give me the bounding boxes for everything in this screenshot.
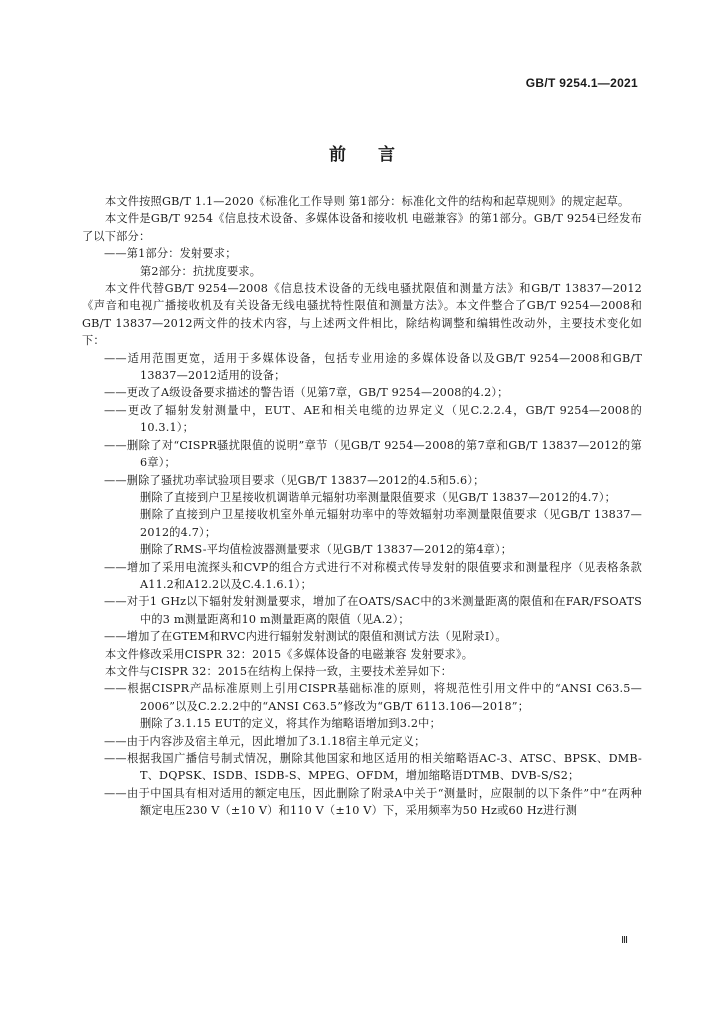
list-item: ——增加了采用电流探头和CVP的组合方式进行不对称模式传导发射的限值要求和测量程序（见表格条款A11.2和A12.2以及C.4.1.6.1）； xyxy=(104,560,642,591)
paragraph: 本文件修改采用CISPR 32：2015《多媒体设备的电磁兼容 发射要求》。 xyxy=(105,647,474,661)
document-body xyxy=(82,193,642,820)
paragraph: 本文件代替GB/T 9254—2008《信息技术设备的无线电骚扰限值和测量方法》和GB/T 13837—2012《声音和电视广播接收机及有关设备无线电骚扰特性限值和测量方法》。本文件整合了GB/T 9254—2008和GB/T 13837—2012两文件的技术内容，与上述两文件相比，除结构调整和编辑性改动外，主要技术变化如下： xyxy=(82,282,642,348)
standard-code: GB/T 9254.1—2021 xyxy=(525,76,638,90)
list-item: ——增加了在GTEM和RVC内进行辐射发射测试的限值和测试方法（见附录I）。 xyxy=(104,630,507,644)
list-item: ——删除了对“CISPR骚扰限值的说明”章节（见GB/T 9254—2008的第7章和GB/T 13837—2012的第6章）； xyxy=(104,438,642,470)
paragraph: 本文件按照GB/T 1.1—2020《标准化工作导则 第1部分：标准化文件的结构和起草规则》的规定起草。 xyxy=(105,195,630,208)
paragraph: 本文件是GB/T 9254《信息技术设备、多媒体设备和接收机 电磁兼容》的第1部分。GB/T 9254已经发布了以下部分： xyxy=(82,212,642,243)
list-item: ——更改了辐射发射测量中，EUT、AE和相关电缆的边界定义（见C.2.2.4，GB/T 9254—2008的10.3.1）； xyxy=(104,403,642,435)
list-item: ——适用范围更宽，适用于多媒体设备，包括专业用途的多媒体设备以及GB/T 9254—2008和GB/T 13837—2012适用的设备； xyxy=(104,351,642,383)
list-item: ——更改了A级设备要求描述的警告语（见第7章，GB/T 9254—2008的4.2）； xyxy=(104,386,509,400)
list-item: ——根据我国广播信号制式情况，删除其他国家和地区适用的相关缩略语AC-3、ATSC、BPSK、DMB-T、DQPSK、ISDB、ISDB-S、MPEG、OFDM，增加缩略语DTMB、DVB-S/S2； xyxy=(104,752,642,783)
list-item: 删除了直接到户卫星接收机调谐单元辐射功率测量限值要求（见GB/T 13837—2012的4.7）； xyxy=(140,490,616,504)
page-title: 前言 xyxy=(329,145,427,165)
list-item: ——根据CISPR产品标准原则上引用CISPR基础标准的原则，将规范性引用文件中的“ANSI C63.5—2006”以及C.2.2.2中的“ANSI C63.5”修改为“GB/T 6113.106—2018”； xyxy=(104,682,642,713)
list-item: 第2部分：抗扰度要求。 xyxy=(140,264,262,278)
list-item: ——由于中国具有相对适用的额定电压，因此删除了附录A中关于“测量时，应限制的以下条件”中“在两种额定电压230 V（±10 V）和110 V（±10 V）下，采用频率为50 Hz或60 Hz进行测 xyxy=(104,786,642,818)
list-item: 删除了直接到户卫星接收机室外单元辐射功率中的等效辐射功率测量限值要求（见GB/T 13837—2012的4.7）； xyxy=(140,508,642,539)
paragraph: 本文件与CISPR 32：2015在结构上保持一致，主要技术差异如下： xyxy=(105,664,453,678)
page-number: Ⅲ xyxy=(621,935,628,946)
list-item: ——删除了骚扰功率试验项目要求（见GB/T 13837—2012的4.5和5.6）； xyxy=(104,473,485,487)
list-item: ——由于内容涉及宿主单元，因此增加了3.1.18宿主单元定义； xyxy=(104,734,426,748)
list-item: ——第1部分：发射要求； xyxy=(104,247,237,261)
list-item: 删除了RMS-平均值检波器测量要求（见GB/T 13837—2012的第4章）； xyxy=(140,543,513,557)
list-item: 删除了3.1.15 EUT的定义，将其作为缩略语增加到3.2中； xyxy=(140,717,441,731)
list-item: ——对于1 GHz以下辐射发射测量要求，增加了在OATS/SAC中的3米测量距离的限值和在FAR/FSOATS中的3 m测量距离和10 m测量距离的限值（见A.2）； xyxy=(104,595,642,626)
